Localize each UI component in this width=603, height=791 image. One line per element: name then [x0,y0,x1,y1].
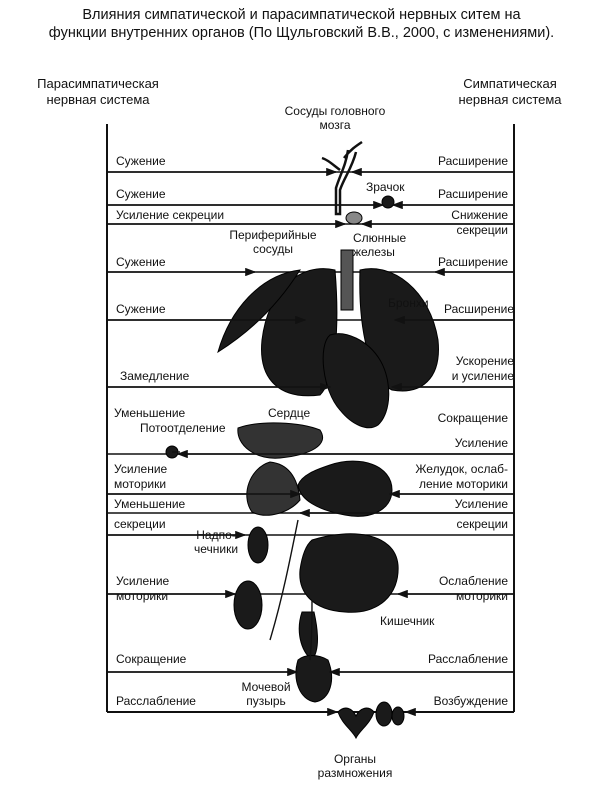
symp-heart-1: Ускорение [455,354,514,368]
title-line-1: Влияния симпатической и парасимпатической нервных ситем на [82,7,521,23]
symp-stomach-2: ление моторики [418,477,508,491]
organ-peripheral-vessels: Периферийные сосуды [229,228,317,256]
symp-peripheral-vessels: Расширение [438,255,508,269]
para-sweat-1: Уменьшение [114,406,186,420]
adrenal-gland-icon [248,527,268,563]
symp-intestine-1: Ослабление [438,574,508,588]
para-intestine-2: моторики [116,589,169,603]
organ-genital: Органы размножения [317,752,393,780]
para-sweat-2: Потоотделение [140,421,226,435]
symp-genital: Возбуждение [433,694,508,708]
symp-sweat: Усиление [454,436,508,450]
salivary-gland-icon [346,212,362,224]
stomach-icon [298,461,392,516]
symp-intestine-2: моторики [455,589,508,603]
para-heart: Замедление [120,369,190,383]
eye-icon [382,196,394,208]
kidney-icon [234,581,262,629]
para-genital: Расслабление [116,694,196,708]
para-pupil: Сужение [116,187,166,201]
brain-vessels-icon [322,142,362,214]
para-salivary: Усиление секреции [116,208,225,222]
organ-bronchi: Бронхи [388,296,429,310]
organ-brain-vessels: Сосуды головного мозга [284,104,386,132]
para-bronchi: Сужение [116,302,166,316]
parasympathetic-header: Парасимпатическая нервная система [37,76,159,107]
symp-brain-vessels: Расширение [438,154,508,168]
organ-bladder: Мочевой пузырь [241,680,291,708]
symp-bladder: Расслабление [428,652,508,666]
para-pancreas-1: Уменьшение [114,497,186,511]
symp-stomach-1: Желудок, ослаб- [415,462,508,476]
symp-salivary-2: секреции [456,223,508,237]
organ-salivary: Слюнные железы [353,231,407,259]
intestine-icon [300,534,398,612]
para-bladder: Сокращение [116,652,187,666]
pancreas-icon [247,462,300,515]
para-pancreas-2: секреции [114,517,166,531]
para-stomach-2: моторики [114,477,167,491]
title-line-2: функции внутренних органов (По Щульговский В.В., 2000, с изменениями). [48,25,555,41]
symp-pancreas-2: секреции [456,517,508,531]
para-brain-vessels: Сужение [116,154,166,168]
trachea-icon [341,250,353,310]
organ-adrenal: Надпо- чечники [193,528,239,556]
bladder-icon [296,656,332,703]
para-stomach-1: Усиление [114,462,168,476]
symp-heart-2: и усиление [451,369,514,383]
symp-salivary-1: Снижение [451,208,508,222]
liver-icon [238,423,323,458]
para-intestine-1: Усиление [116,574,170,588]
organ-pupil: Зрачок [366,180,405,194]
symp-pancreas-1: Усиление [454,497,508,511]
symp-bronchi: Расширение [444,302,514,316]
symp-contraction: Сокращение [437,411,508,425]
para-peripheral-vessels: Сужение [116,255,166,269]
symp-pupil: Расширение [438,187,508,201]
sympathetic-header: Симпатическая нервная система [458,76,562,107]
organ-intestine: Кишечник [380,614,435,628]
organ-heart: Сердце [268,406,311,420]
